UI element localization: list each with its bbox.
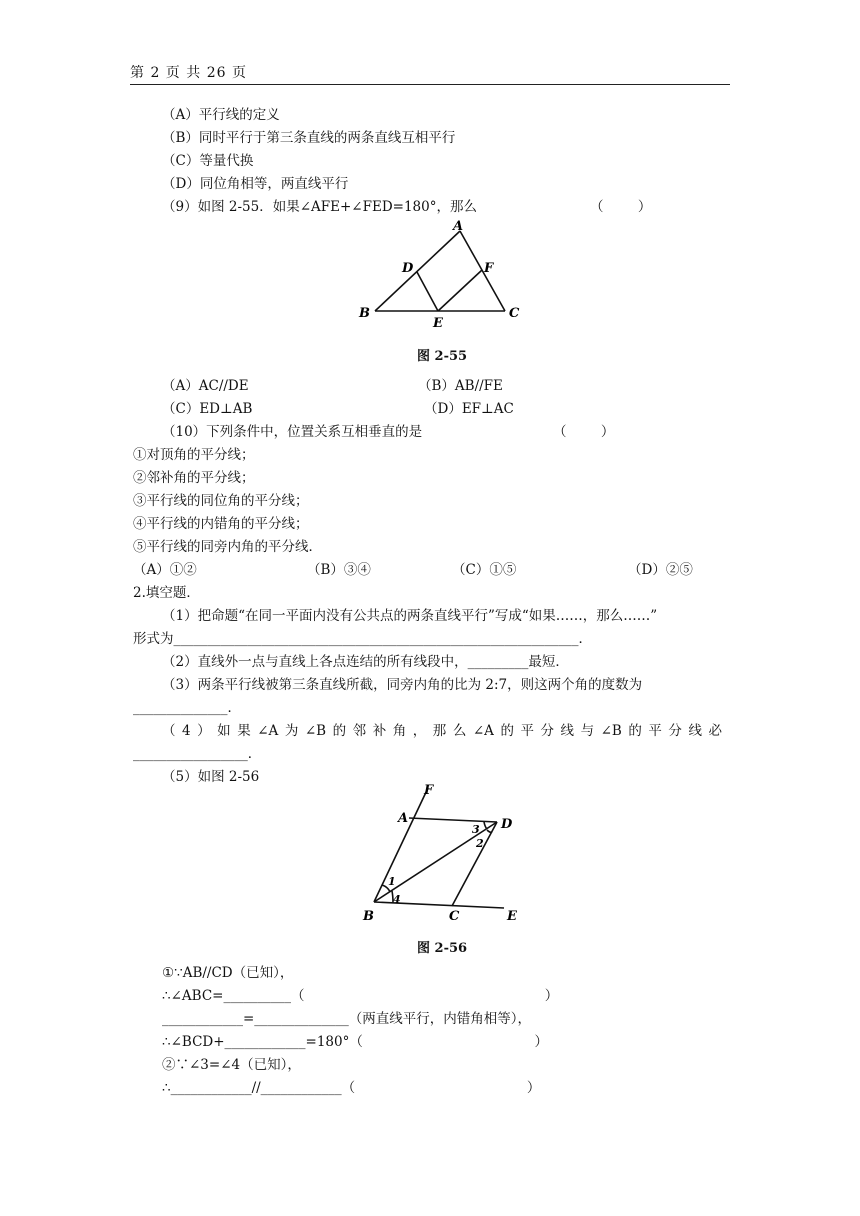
fill-5: （5）如图 2-56 — [162, 769, 260, 785]
q8-option-d: （D）同位角相等，两直线平行 — [162, 176, 349, 192]
proof-line-4: ∴∠BCD+____________=180°（ ） — [162, 1034, 549, 1050]
label-b: B — [359, 306, 370, 321]
figure-2-55 — [355, 218, 530, 333]
header-rule — [130, 84, 730, 85]
label-f: F — [424, 783, 434, 798]
q9-option-d: （D）EF⊥AC — [424, 401, 514, 417]
page-header: 第 2 页 共 26 页 — [130, 65, 247, 81]
label-d: D — [402, 261, 414, 276]
q10-item-1: ①对顶角的平分线； — [133, 447, 255, 463]
angle-arc-3 — [484, 822, 487, 829]
line-de — [417, 272, 438, 311]
q9-stem: （9）如图 2-55．如果∠AFE+∠FED=180°，那么 — [162, 199, 477, 215]
fill-1-line1: （1）把命题“在同一平面内没有公共点的两条直线平行”写成“如果……，那么……” — [162, 608, 658, 624]
label-c: C — [449, 909, 460, 922]
proof-line-1: ①∵AB//CD（已知）， — [162, 965, 294, 981]
q10-option-b: （B）③④ — [307, 562, 371, 578]
label-d: D — [501, 817, 513, 832]
proof-line-6: ∴____________//____________（ ） — [162, 1080, 541, 1096]
q8-option-c: （C）等量代换 — [162, 153, 254, 169]
label-c: C — [509, 306, 520, 321]
label-e: E — [507, 909, 517, 922]
line-ab — [375, 231, 460, 311]
proof-line-3: ____________=______________（两直线平行，内错角相等）， — [162, 1011, 532, 1027]
q10-item-2: ②邻补角的平分线； — [133, 470, 255, 486]
angle-label-4: 4 — [393, 893, 401, 906]
label-f: F — [484, 261, 494, 276]
section-2-title: 2.填空题． — [133, 585, 200, 601]
fill-4-line2: _________________． — [133, 746, 262, 762]
label-a: A — [398, 811, 409, 826]
fill-3-line2: ______________． — [133, 700, 241, 716]
q8-option-b: （B）同时平行于第三条直线的两条直线互相平行 — [162, 130, 456, 146]
q9-answer-paren: （ ） — [590, 199, 652, 215]
q9-option-c: （C）ED⊥AB — [162, 401, 253, 417]
fill-4-line1: （4）如果∠A为∠B的邻补角，那么∠A的平分线与∠B的平分线必 — [162, 723, 722, 739]
proof-line-5: ②∵∠3=∠4（已知）， — [162, 1057, 301, 1073]
figure-2-56-caption: 图 2-56 — [417, 941, 468, 956]
figure-2-56 — [360, 782, 530, 922]
line-ac — [460, 231, 505, 311]
line-ef — [438, 270, 482, 311]
q9-option-a: （A）AC//DE — [162, 378, 249, 394]
q10-answer-paren: （ ） — [553, 424, 615, 440]
fill-3-line1: （3）两条平行线被第三条直线所截，同旁内角的比为 2:7，则这两个角的度数为 — [162, 677, 643, 693]
q10-option-a: （A）①② — [133, 562, 197, 578]
q10-item-4: ④平行线的内错角的平分线； — [133, 516, 309, 532]
angle-label-2: 2 — [476, 837, 484, 850]
label-b: B — [363, 909, 374, 922]
q10-item-5: ⑤平行线的同旁内角的平分线． — [133, 539, 322, 555]
proof-line-2: ∴∠ABC=__________（ ） — [162, 988, 559, 1004]
fill-2: （2）直线外一点与直线上各点连结的所有线段中，_________最短． — [162, 654, 569, 670]
angle-label-1: 1 — [388, 875, 396, 888]
label-a: A — [453, 219, 464, 234]
figure-2-55-caption: 图 2-55 — [417, 349, 468, 364]
q10-item-3: ③平行线的同位角的平分线； — [133, 493, 309, 509]
q9-option-b: （B）AB//FE — [418, 378, 503, 394]
q8-option-a: （A）平行线的定义 — [162, 107, 280, 123]
q10-option-c: （C）①⑤ — [452, 562, 517, 578]
q10-option-d: （D）②⑤ — [628, 562, 693, 578]
fill-1-line2: 形式为____________________________________________________________． — [133, 631, 592, 647]
label-e: E — [433, 316, 443, 331]
angle-label-3: 3 — [472, 823, 480, 836]
q10-stem: （10）下列条件中，位置关系互相垂直的是 — [162, 424, 423, 440]
line-ad — [409, 818, 497, 822]
